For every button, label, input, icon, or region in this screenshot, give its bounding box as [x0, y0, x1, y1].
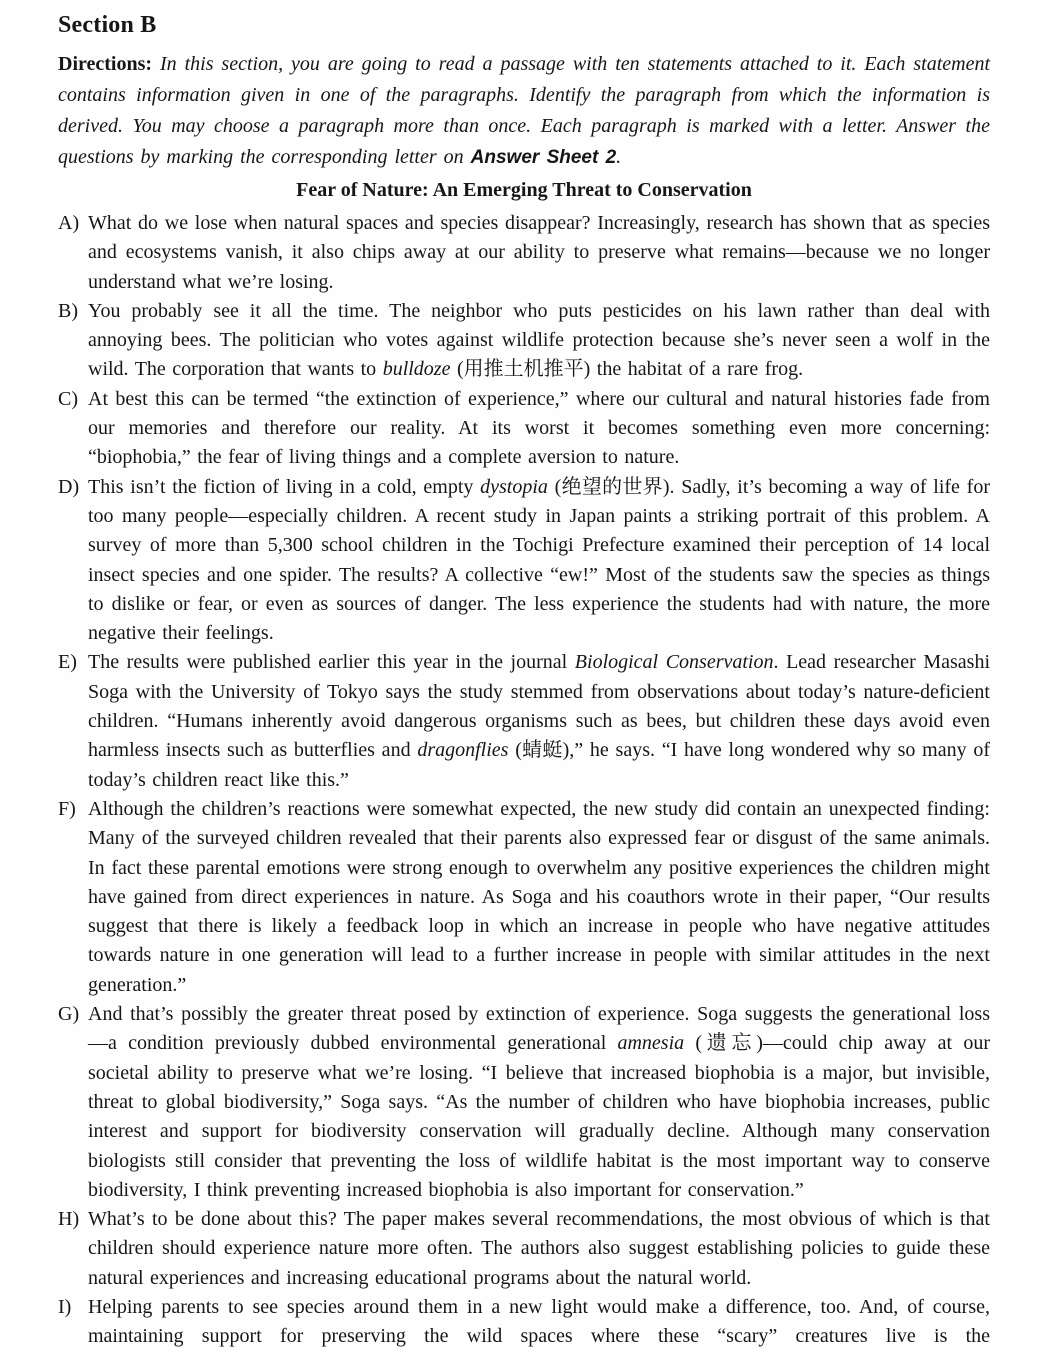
paragraph-label: B)	[58, 299, 78, 322]
paragraph-text: What do we lose when natural spaces and species disappear? Increasingly, research has shown that as species and ecosystems vanish, it also chips away at our ability to preserve what remains—because we no longer understand what we’re losing.	[88, 212, 990, 293]
passage-paragraph-f	[58, 795, 990, 1000]
section-heading: Section B	[58, 12, 157, 38]
paragraph-text: At best this can be termed “the extinction of experience,” where our cultural and natural histories fade from our memories and therefore our reality. At its worst it becomes something even more concerning: “biophobia,” the fear of living things and a complete aversion to nature.	[88, 387, 990, 469]
paragraph-label: I)	[58, 1295, 72, 1318]
paragraph-label: H)	[58, 1208, 80, 1231]
passage-paragraph-b	[58, 297, 990, 385]
passage-paragraph-h	[58, 1205, 990, 1293]
paragraph-text: Although the children’s reactions were somewhat expected, the new study did contain an unexpected finding: Many of the surveyed children revealed that their parents also expressed fear or disgust of the same animals. In fact these parental emotions were strong enough to overwhelm any positive experiences the children might have gained from direct experiences in nature. As Soga and his coauthors wrote in their paper, “Our results suggest that there is likely a feedback loop in which an increase in people who have negative attitudes towards nature in one generation will lead to a further increase in people with similar attitudes in the next generation.”	[88, 797, 990, 996]
paragraph-text: Helping parents to see species around them in a new light would make a difference, too. And, of course, maintaining support for preserving the wild spaces where these “scary” creatures live is the	[88, 1295, 990, 1348]
passage-paragraph-d	[58, 473, 990, 649]
paragraph-label: F)	[58, 797, 76, 820]
directions-text: In this section, you are going to read a passage with ten statements attached to it. Each statement contains information given in one of the paragraphs. Identify the paragraph from which the information is derived. You may choose a paragraph more than once. Each paragraph is marked with a letter. Answer the questions by marking the corresponding letter on Answer Sheet 2.	[58, 53, 990, 168]
passage-paragraph-i	[58, 1293, 990, 1352]
paragraph-label: D)	[58, 475, 80, 498]
paragraph-text: And that’s possibly the greater threat posed by extinction of experience. Soga suggests the generational loss—a condition previously dubbed environmental generational amnesia (遗忘)—could chip away at our societal ability to preserve what we’re losing. “I believe that increased biophobia is a major, but invisible, threat to global biodiversity,” Soga says. “As the number of children who have biophobia increases, public interest and support for biodiversity conservation will gradually decline. Although many conservation biologists still consider that preventing the loss of wildlife habitat is the most important way to conserve biodiversity, I think preventing increased biophobia is also important for conservation.”	[88, 1003, 990, 1201]
paragraph-text: This isn’t the fiction of living in a cold, empty dystopia (绝望的世界). Sadly, it’s becoming a way of life for too many people—especially children. A recent study in Japan paints a striking portrait of this problem. A survey of more than 5,300 school children in the Tochigi Prefecture examined their perception of 14 local insect species and one spider. The results? A collective “ew!” Most of the students saw the species as things to dislike or fear, or even as sources of danger. The less experience the students had with nature, the more negative their feelings.	[88, 475, 990, 645]
paragraph-text: You probably see it all the time. The neighbor who puts pesticides on his lawn rather than deal with annoying bees. The politician who votes against wildlife protection because she’s never seen a wolf in the wild. The corporation that wants to bulldoze (用推土机推平) the habitat of a rare frog.	[88, 299, 990, 381]
directions	[58, 49, 990, 173]
passage-paragraph-a	[58, 209, 990, 297]
passage-title: Fear of Nature: An Emerging Threat to Conservation	[296, 179, 752, 201]
paragraph-text: The results were published earlier this year in the journal Biological Conservation. Lead researcher Masashi Soga with the University of Tokyo says the study stemmed from observations about today’s nature-deficient children. “Humans inherently avoid dangerous organisms such as bees, but children these days avoid even harmless insects such as butterflies and dragonflies (蜻蜓),” he says. “I have long wondered why so many of today’s children react like this.”	[88, 651, 991, 791]
paragraph-label: A)	[58, 212, 80, 234]
paragraph-text: What’s to be done about this? The paper makes several recommendations, the most obvious of which is that children should experience nature more often. The authors also suggest establishing policies to guide these natural experiences and increasing educational programs about the natural world.	[88, 1208, 990, 1289]
passage-paragraph-e	[58, 648, 990, 794]
paragraph-label: G)	[58, 1003, 80, 1026]
paragraph-label: E)	[58, 651, 77, 674]
directions-label: Directions:	[58, 53, 153, 75]
passage-paragraph-c	[58, 385, 990, 473]
passage-paragraph-g	[58, 1000, 990, 1205]
paragraph-label: C)	[58, 387, 78, 410]
